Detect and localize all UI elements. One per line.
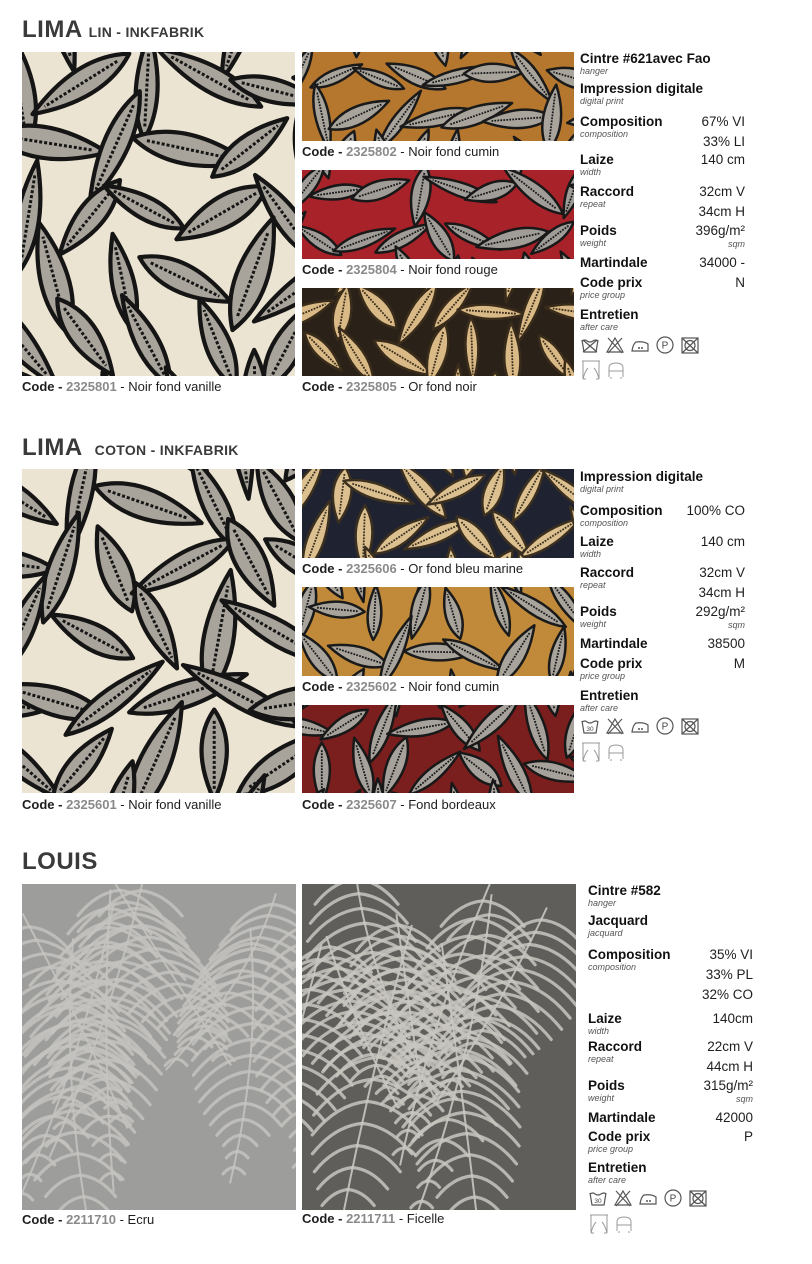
composition-value: 33% LI <box>702 134 745 149</box>
weight-label: Poids <box>580 223 617 238</box>
care-label: Entretien <box>580 307 639 322</box>
composition-label: Composition <box>580 503 663 518</box>
hanger-label: Cintre #621avec Fao <box>580 51 711 66</box>
swatch-2325804[interactable] <box>302 170 574 259</box>
print-label: Impression digitale <box>580 469 704 484</box>
swatch-2211711[interactable] <box>302 884 576 1210</box>
swatch-caption: Code - 2325606 - Or fond bleu marine <box>302 561 524 576</box>
repeat-value: 44cm H <box>706 1059 753 1074</box>
no-tumble-dry-icon <box>688 1188 708 1208</box>
weight-label: Poids <box>588 1078 625 1093</box>
collection-subtitle: LIN - INKFABRIK <box>88 24 205 40</box>
print-label: Impression digitale <box>580 81 704 96</box>
width-label: Laize <box>588 1011 622 1026</box>
iron-icon <box>630 335 650 355</box>
armchair-icon <box>605 741 627 763</box>
price-label: Code prix <box>580 656 643 671</box>
width-label: Laize <box>580 534 614 549</box>
repeat-value: 34cm H <box>698 585 745 600</box>
swatch-2325606[interactable] <box>302 469 574 558</box>
collection-name: LOUIS <box>22 848 98 875</box>
composition-value: 32% CO <box>701 987 753 1002</box>
armchair-icon <box>605 359 627 381</box>
martindale-label: Martindale <box>588 1110 656 1125</box>
dry-clean-p-icon <box>663 1188 683 1208</box>
care-label: Entretien <box>588 1160 647 1175</box>
swatch-caption: Code - 2325805 - Or fond noir <box>302 379 477 394</box>
swatch-caption: Code - 2325802 - Noir fond cumin <box>302 144 500 159</box>
width-value: 140 cm <box>700 534 745 549</box>
swatch-caption: Code - 2325607 - Fond bordeaux <box>302 797 496 812</box>
dry-clean-p-icon <box>655 716 675 736</box>
usage-icons <box>588 1213 635 1235</box>
wash-tub-icon <box>588 1188 608 1208</box>
composition-value: 35% VI <box>709 947 753 962</box>
martindale-value: 38500 <box>707 636 745 651</box>
repeat-value: 32cm V <box>699 565 745 580</box>
composition-label: Composition <box>580 114 663 129</box>
usage-icons <box>580 741 627 763</box>
section-title-louis <box>22 848 98 876</box>
width-value: 140 cm <box>700 152 745 167</box>
martindale-label: Martindale <box>580 636 648 651</box>
price-label: Code prix <box>580 275 643 290</box>
iron-icon <box>638 1188 658 1208</box>
wash-tub-icon <box>580 716 600 736</box>
price-label: Code prix <box>588 1129 651 1144</box>
martindale-label: Martindale <box>580 255 648 270</box>
swatch-2325802[interactable] <box>302 52 574 141</box>
weight-unit: sqm <box>727 620 745 630</box>
weight-value: 315g/m² <box>703 1078 753 1093</box>
width-label: Laize <box>580 152 614 167</box>
usage-icons <box>580 359 627 381</box>
care-icons <box>588 1188 708 1208</box>
swatch-2211710[interactable] <box>22 884 296 1210</box>
width-value: 140cm <box>712 1011 753 1026</box>
curtain-icon <box>580 741 602 763</box>
swatch-caption: Code - 2211710 - Ecru <box>22 1212 155 1227</box>
svg-text:P: P <box>669 1193 677 1205</box>
collection-name: LIMA <box>22 434 83 461</box>
no-bleach-icon <box>605 716 625 736</box>
hanger-label: Cintre #582 <box>588 883 661 898</box>
martindale-value: 42000 <box>715 1110 753 1125</box>
swatch-caption: Code - 2325602 - Noir fond cumin <box>302 679 500 694</box>
weight-value: 396g/m² <box>695 223 745 238</box>
composition-label: Composition <box>588 947 671 962</box>
repeat-label: Raccord <box>588 1039 643 1054</box>
swatch-2325805[interactable] <box>302 288 574 376</box>
repeat-value: 34cm H <box>698 204 745 219</box>
swatch-caption: Code - 2325804 - Noir fond rouge <box>302 262 498 277</box>
care-label: Entretien <box>580 688 639 703</box>
svg-text:P: P <box>661 721 669 733</box>
spec-panel: Cintre #582 hanger Jacquard jacquard Composition composition 35% VI 33% PL 32% CO Laize width 140cm Raccord repeat 22cm V 44cm H Poids weight 315g/m² sqm Martindale 42000 Code prix price group P Entretien after care 30 P <box>588 883 758 1243</box>
martindale-value: 34000 - <box>699 255 745 270</box>
price-value: M <box>733 656 745 671</box>
composition-value: 67% VI <box>701 114 745 129</box>
price-value: N <box>735 275 745 290</box>
repeat-value: 32cm V <box>699 184 745 199</box>
swatch-2325801[interactable] <box>22 52 295 376</box>
section-title-lima-coton <box>22 434 239 462</box>
weight-unit: sqm <box>727 239 745 249</box>
no-bleach-icon <box>605 335 625 355</box>
dry-clean-p-icon <box>655 335 675 355</box>
swatch-2325602[interactable] <box>302 587 574 676</box>
curtain-icon <box>580 359 602 381</box>
swatch-caption: Code - 2325601 - Noir fond vanille <box>22 797 222 812</box>
collection-name: LIMA <box>22 16 83 43</box>
leaf-motif <box>202 710 227 793</box>
svg-text:P: P <box>661 340 669 352</box>
spec-panel: Impression digitale digital print Composition composition 100% CO Laize width 140 cm Raccord repeat 32cm V 34cm H Poids weight 292g/m² sqm Martindale 38500 Code prix price group M Entretien after care 30 P <box>580 469 750 789</box>
armchair-icon <box>613 1213 635 1235</box>
no-tumble-dry-icon <box>680 716 700 736</box>
repeat-value: 22cm V <box>707 1039 753 1054</box>
repeat-label: Raccord <box>580 565 635 580</box>
swatch-caption: Code - 2211711 - Ficelle <box>302 1211 445 1226</box>
no-tumble-dry-icon <box>680 335 700 355</box>
swatch-2325607[interactable] <box>302 705 574 793</box>
weight-label: Poids <box>580 604 617 619</box>
weave-label: Jacquard <box>588 913 649 928</box>
no-bleach-icon <box>613 1188 633 1208</box>
care-icons <box>580 716 700 736</box>
care-icons <box>580 335 700 355</box>
svg-text:30: 30 <box>586 726 594 733</box>
swatch-2325601[interactable] <box>22 469 295 793</box>
curtain-icon <box>588 1213 610 1235</box>
section-title-lima-lin <box>22 16 204 44</box>
iron-icon <box>630 716 650 736</box>
repeat-label: Raccord <box>580 184 635 199</box>
weight-unit: sqm <box>735 1094 753 1104</box>
collection-subtitle: COTON - INKFABRIK <box>94 442 239 458</box>
spec-panel: Cintre #621avec Fao hanger Impression digitale digital print Composition composition 67% VI 33% LI Laize width 140 cm Raccord repeat 32cm V 34cm H Poids weight 396g/m² sqm Martindale 34000 - Code prix price group N Entretien after care P <box>580 51 750 391</box>
swatch-caption: Code - 2325801 - Noir fond vanille <box>22 379 222 394</box>
price-value: P <box>743 1129 753 1144</box>
svg-text:30: 30 <box>594 1198 602 1205</box>
composition-value: 100% CO <box>686 503 745 518</box>
wash-tub-icon <box>580 335 600 355</box>
composition-value: 33% PL <box>705 967 753 982</box>
weight-value: 292g/m² <box>695 604 745 619</box>
